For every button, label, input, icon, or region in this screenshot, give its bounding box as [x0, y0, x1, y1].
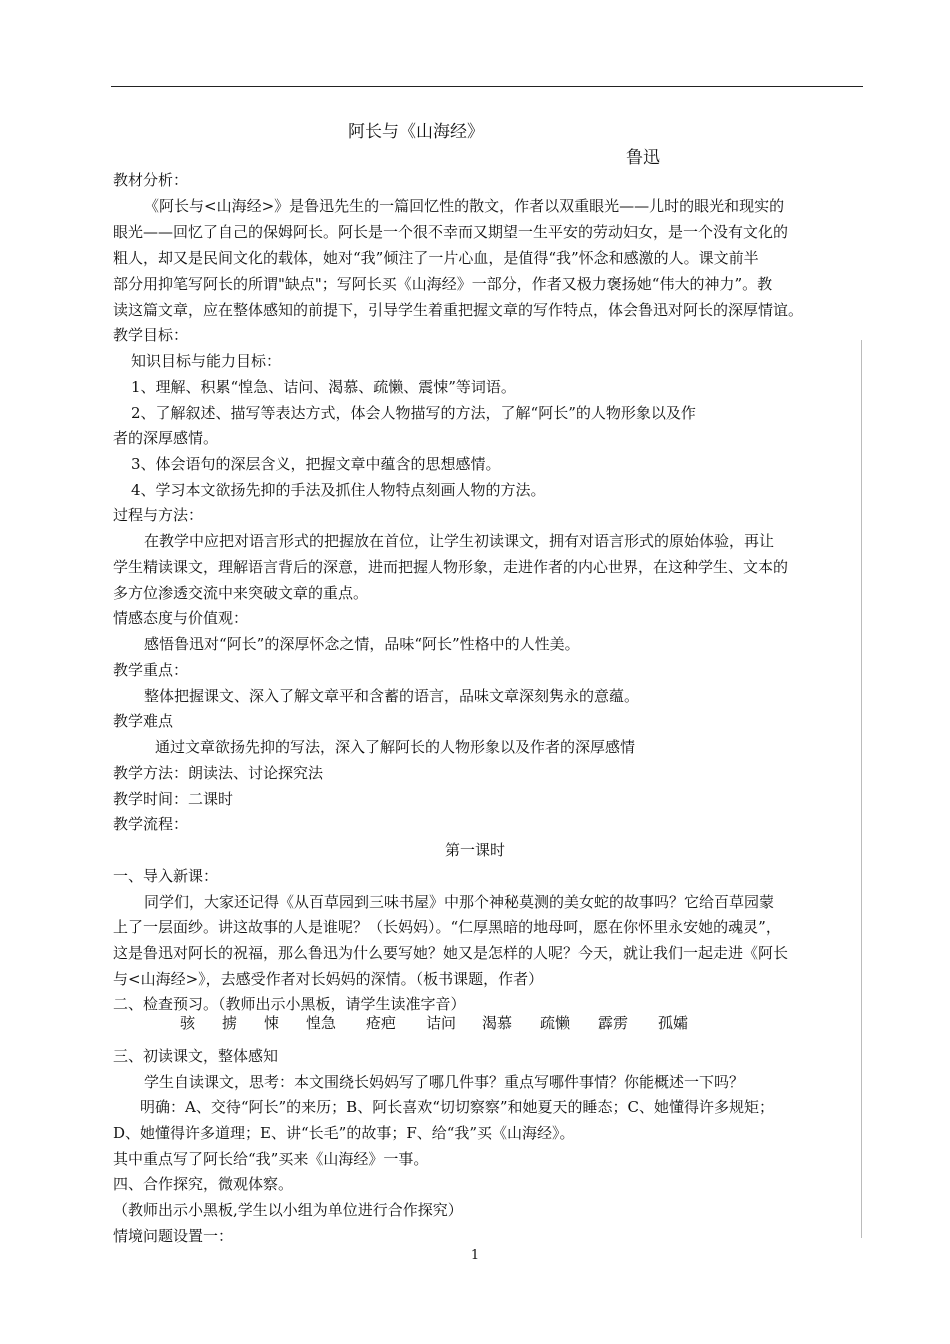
goal-item: 1、理解、积累“惶急、诘问、渴慕、疏懒、震悚”等词语。 [131, 378, 516, 396]
paragraph-line: 其中重点写了阿长给“我”买来《山海经》一事。 [113, 1150, 429, 1168]
word: 悚 [264, 1014, 280, 1032]
paragraph-line: 部分用抑笔写阿长的所谓"缺点"；写阿长买《山海经》一部分，作者又极力褒扬她“伟大的神力”。教 [113, 275, 773, 293]
paragraph-line: 学生自读课文，思考：本文围绕长妈妈写了哪几件事？重点写哪件事情？你能概述一下吗？ [144, 1073, 745, 1091]
paragraph-line: 感悟鲁迅对“阿长”的深厚怀念之情，品味“阿长”性格中的人性美。 [144, 635, 580, 653]
paragraph-line: 整体把握课文、深入了解文章平和含蓄的语言，品味文章深刻隽永的意蕴。 [144, 687, 640, 705]
heading-difficulties: 教学难点 [113, 712, 174, 730]
margin-rule [861, 340, 862, 1238]
scenario-question-one: 情境问题设置一： [113, 1227, 234, 1245]
goal-item: 2、了解叙述、描写等表达方式，体会人物描写的方法，了解“阿长”的人物形象以及作 [131, 404, 696, 422]
paragraph-line: 与<山海经>》，去感受作者对长妈妈的深情。（板书课题，作者） [113, 970, 544, 988]
paragraph-line: 上了一层面纱。讲这故事的人是谁呢？（长妈妈）。“仁厚黑暗的地母呵，愿在你怀里永安她的魂灵”， [113, 918, 781, 936]
heading-emotion-values: 情感态度与价值观： [113, 609, 249, 627]
document-author: 鲁迅 [626, 148, 660, 168]
word: 诘问 [426, 1014, 457, 1032]
paragraph-line: 眼光——回忆了自己的保姆阿长。阿长是一个很不幸而又期望一生平安的劳动妇女，是一个没有文化的 [113, 223, 789, 241]
lesson-one-heading: 第一课时 [444, 841, 505, 859]
paragraph-line: 读这篇文章，应在整体感知的前提下，引导学生着重把握文章的写作特点，体会鲁迅对阿长的深厚情谊。 [113, 301, 804, 319]
goal-item-continued: 者的深厚感情。 [113, 429, 219, 447]
paragraph-line: 在教学中应把对语言形式的把握放在首位，让学生初读课文，拥有对语言形式的原始体验，再让 [144, 532, 775, 550]
section-intro: 一、导入新课： [113, 867, 219, 885]
word: 疮疤 [366, 1014, 397, 1032]
goal-item: 3、体会语句的深层含义，把握文章中蕴含的思想感情。 [131, 455, 501, 473]
paragraph-line: 学生精读课文，理解语言背后的深意，进而把握人物形象，走进作者的内心世界，在这种学生、文本的 [113, 558, 789, 576]
word: 惶急 [306, 1014, 337, 1032]
word: 疏懒 [540, 1014, 571, 1032]
paragraph-line: D、她懂得许多道理；E、讲“长毛”的故事；F、给“我”买《山海经》。 [113, 1124, 575, 1142]
page-number: 1 [470, 1248, 480, 1263]
heading-teaching-goals: 教学目标： [113, 326, 189, 344]
document-title: 阿长与《山海经》 [348, 122, 484, 142]
paragraph-line: 通过文章欲扬先抑的写法，深入了解阿长的人物形象以及作者的深厚感情 [155, 738, 636, 756]
section-first-reading: 三、初读课文，整体感知 [113, 1047, 279, 1065]
section-cooperative-inquiry: 四、合作探究，微观体察。 [113, 1175, 294, 1193]
paragraph-line: 这是鲁迅对阿长的祝福，那么鲁迅为什么要写她？她又是怎样的人呢？今天，就让我们一起走进《阿长 [113, 944, 789, 962]
section-preview-check: 二、检查预习。（教师出示小黑板，请学生读准字音） [113, 995, 466, 1013]
heading-textbook-analysis: 教材分析： [113, 171, 189, 189]
heading-process-methods: 过程与方法： [113, 506, 204, 524]
word: 霹雳 [598, 1014, 629, 1032]
heading-key-points: 教学重点： [113, 661, 189, 679]
paragraph-line: 粗人，却又是民间文化的载体，她对“我”倾注了一片心血，是值得“我”怀念和感激的人。课文前半 [113, 249, 759, 267]
teaching-method: 教学方法：朗读法、讨论探究法 [113, 764, 324, 782]
paragraph-line: 同学们，大家还记得《从百草园到三味书屋》中那个神秘莫测的美女蛇的故事吗？它给百草园蒙 [144, 893, 775, 911]
paragraph-line: （教师出示小黑板,学生以小组为单位进行合作探究） [113, 1201, 463, 1219]
subheading-knowledge-goals: 知识目标与能力目标： [131, 352, 282, 370]
paragraph-line: 《阿长与<山海经>》是鲁迅先生的一篇回忆性的散文，作者以双重眼光——儿时的眼光和现实的 [144, 197, 785, 215]
teaching-time: 教学时间：二课时 [113, 790, 234, 808]
word: 掳 [222, 1014, 238, 1032]
header-rule [111, 86, 863, 87]
paragraph-line: 多方位渗透交流中来突破文章的重点。 [113, 584, 369, 602]
heading-teaching-process: 教学流程： [113, 815, 189, 833]
word: 骇 [180, 1014, 196, 1032]
paragraph-line: 明确：A、交待“阿长”的来历；B、阿长喜欢“切切察察”和她夏天的睡态；C、她懂得许多规矩； [140, 1098, 775, 1116]
word: 孤孀 [658, 1014, 689, 1032]
word: 渴慕 [482, 1014, 513, 1032]
goal-item: 4、学习本文欲扬先抑的手法及抓住人物特点刻画人物的方法。 [131, 481, 546, 499]
